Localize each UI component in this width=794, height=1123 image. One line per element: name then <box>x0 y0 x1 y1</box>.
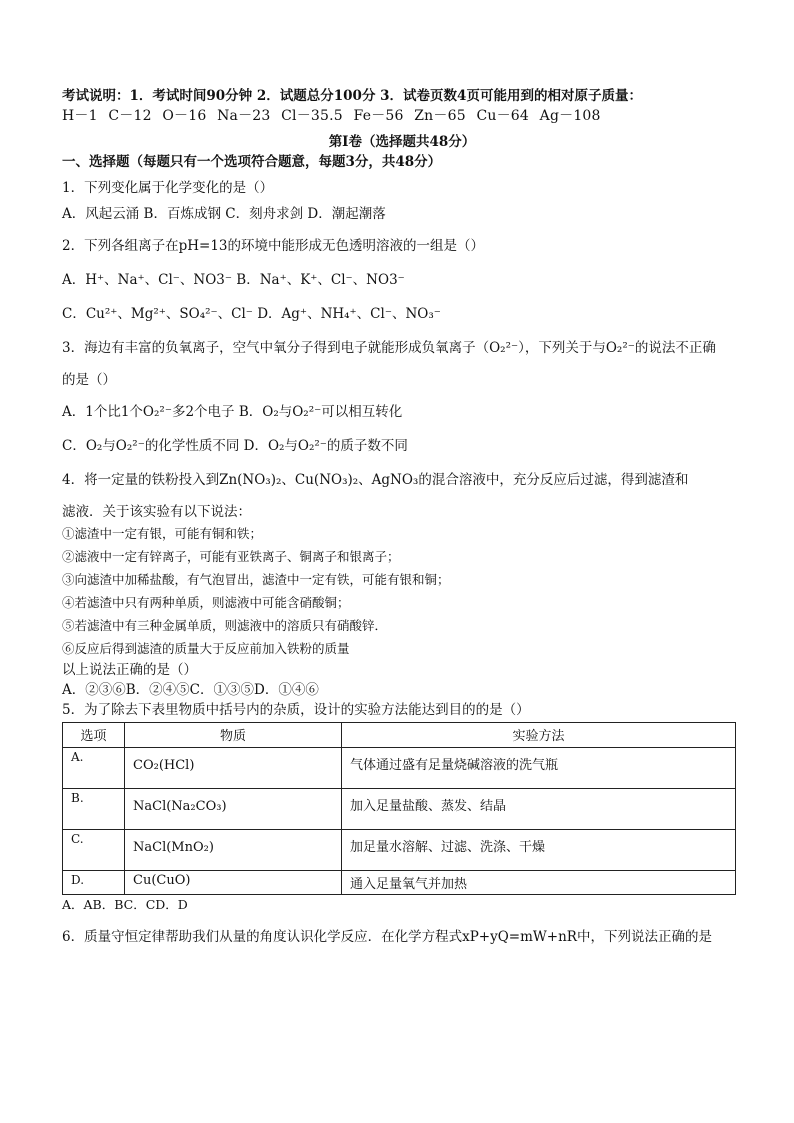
row-method <box>342 748 736 789</box>
q3-stem-1: 3．海边有丰富的负氧离子，空气中氧分子得到电子就能形成负氧离子（O₂²⁻），下列关于与O₂²⁻的说法不正确 <box>62 340 716 356</box>
table-row <box>63 830 736 871</box>
row-substance <box>125 789 342 830</box>
method-text: 通入足量氧气并加热 <box>350 877 468 892</box>
method-text: 气体通过盛有足量烧碱溶液的洗气瓶 <box>350 758 559 773</box>
q1-stem: 1．下列变化属于化学变化的是（） <box>62 180 274 196</box>
q3-stem-2: 的是（） <box>62 372 116 388</box>
volume-title: 第Ⅰ卷（选择题共48分） <box>328 134 476 150</box>
q4-statement: ③向滤渣中加稀盐酸，有气泡冒出，滤渣中一定有铁，可能有银和铜； <box>62 572 450 587</box>
q2-options-cd: C．Cu²⁺、Mg²⁺、SO₄²⁻、Cl⁻ D．Ag⁺、NH₄⁺、Cl⁻、NO₃⁻ <box>62 306 441 322</box>
q4-statement: ④若滤渣中只有两种单质，则滤液中可能含硝酸铜； <box>62 595 350 610</box>
row-substance <box>125 830 342 871</box>
q4-stem-2: 滤液．关于该实验有以下说法： <box>62 504 251 520</box>
substance-text: CO₂(HCl) <box>133 758 195 773</box>
row-option: D. <box>63 871 125 895</box>
row-option: C. <box>63 830 125 871</box>
q3-options-ab: A．1个比1个O₂²⁻多2个电子 B．O₂与O₂²⁻可以相互转化 <box>62 404 403 420</box>
atomic-masses: H－1 C－12 O－16 Na－23 Cl－35.5 Fe－56 Zn－65 Cu－64 Ag－108 <box>62 108 601 124</box>
q4-ask: 以上说法正确的是（） <box>62 662 197 678</box>
method-text: 加入足量盐酸、蒸发、结晶 <box>350 799 507 814</box>
table-row <box>63 789 736 830</box>
section-title: 一、选择题（每题只有一个选项符合题意，每题3分，共48分） <box>62 154 442 170</box>
method-text: 加足量水溶解、过滤、洗涤、干燥 <box>350 840 546 855</box>
q5-options: A．AB．BC．CD．D <box>62 897 188 912</box>
table-row <box>63 748 736 789</box>
q4-options: A．②③⑥B．②④⑤C．①③⑤D．①④⑥ <box>62 682 319 698</box>
substance-text: NaCl(Na₂CO₃) <box>133 799 227 814</box>
table-header: 选项 <box>63 723 125 748</box>
row-method <box>342 789 736 830</box>
q6-stem: 6．质量守恒定律帮助我们从量的角度认识化学反应．在化学方程式xP+yQ=mW+nR中，下列说法正确的是 <box>62 929 712 945</box>
row-method <box>342 871 736 895</box>
exam-note: 考试说明：1．考试时间90分钟 2．试题总分100分 3．试卷页数4页可能用到的相对原子质量： <box>62 88 642 104</box>
substance-text: Cu(CuO) <box>133 873 191 888</box>
row-option: A. <box>63 748 125 789</box>
row-substance <box>125 748 342 789</box>
q1-options: A．风起云涌 B．百炼成钢 C．刻舟求剑 D．潮起潮落 <box>62 206 386 222</box>
q2-stem: 2．下列各组离子在pH=13的环境中能形成无色透明溶液的一组是（） <box>62 238 484 254</box>
q4-statement: ②滤液中一定有锌离子，可能有亚铁离子、铜离子和银离子； <box>62 549 400 564</box>
row-method <box>342 830 736 871</box>
q5-table <box>62 722 736 895</box>
q5-stem: 5．为了除去下表里物质中括号内的杂质，设计的实验方法能达到目的的是（） <box>62 702 530 718</box>
q4-statement: ⑤若滤渣中有三种金属单质，则滤液中的溶质只有硝酸锌． <box>62 618 388 633</box>
q3-options-cd: C．O₂与O₂²⁻的化学性质不同 D．O₂与O₂²⁻的质子数不同 <box>62 438 408 454</box>
row-option: B. <box>63 789 125 830</box>
row-substance <box>125 871 342 895</box>
substance-text: NaCl(MnO₂) <box>133 840 214 855</box>
table-header: 实验方法 <box>342 723 736 748</box>
q2-options-ab: A．H⁺、Na⁺、Cl⁻、NO3⁻ B．Na⁺、K⁺、Cl⁻、NO3⁻ <box>62 272 405 288</box>
exam-page <box>62 86 742 947</box>
q4-stem-1: 4．将一定量的铁粉投入到Zn(NO₃)₂、Cu(NO₃)₂、AgNO₃的混合溶液中，充分反应后过滤，得到滤渣和 <box>62 472 689 488</box>
table-header-row <box>63 723 736 748</box>
table-row <box>63 871 736 895</box>
q4-statement: ①滤渣中一定有银，可能有铜和铁； <box>62 526 263 541</box>
q4-statement: ⑥反应后得到滤渣的质量大于反应前加入铁粉的质量 <box>62 641 350 656</box>
table-header: 物质 <box>125 723 342 748</box>
